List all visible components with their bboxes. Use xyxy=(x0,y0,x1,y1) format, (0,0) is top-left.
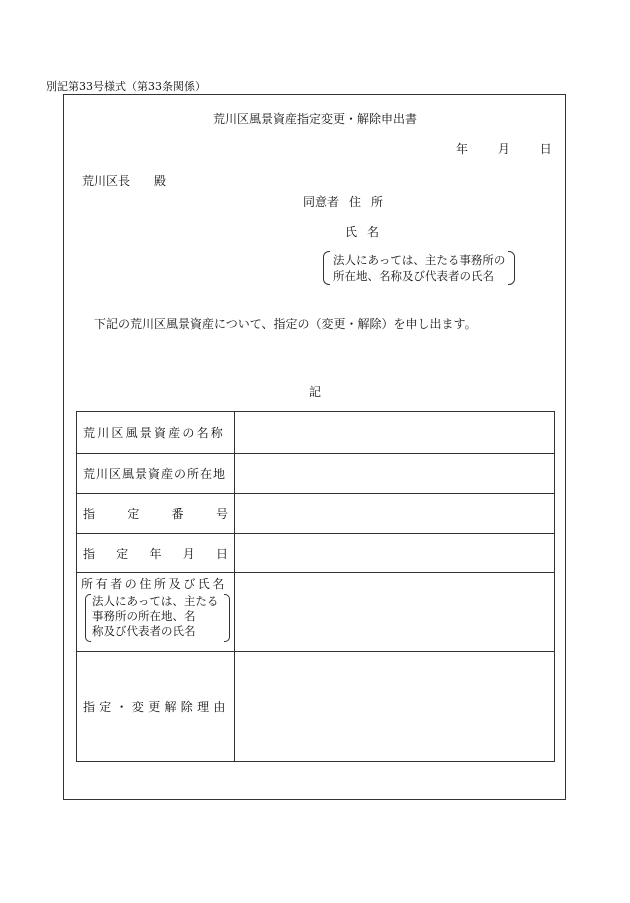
owner-corporation-note: 法人にあっては、主たる 事務所の所在地、名 称及び代表者の氏名 xyxy=(85,594,230,639)
address-label: 住所 xyxy=(349,195,394,209)
right-bracket xyxy=(508,251,515,285)
designation-number-field[interactable] xyxy=(235,494,555,534)
date-day-label: 日 xyxy=(539,142,552,156)
corporation-note xyxy=(323,252,515,284)
consent-label: 同意者 xyxy=(303,195,340,209)
addressee xyxy=(82,172,166,189)
owner-field[interactable] xyxy=(235,573,555,652)
consent-address-line xyxy=(303,193,393,210)
table-row xyxy=(77,573,555,652)
date-month-label: 月 xyxy=(497,142,510,156)
table-row xyxy=(77,652,555,762)
row-label-designation-date: 指 定 年 月 日 xyxy=(77,534,235,573)
corporation-note-line-1: 法人にあっては、主たる事務所の xyxy=(333,253,506,267)
name-label: 氏名 xyxy=(345,225,390,239)
ki-heading: 記 xyxy=(308,385,321,399)
left-bracket xyxy=(323,251,330,285)
left-bracket xyxy=(85,594,91,642)
row-label-reason: 指定・変更解除理由 xyxy=(77,652,235,762)
table-row xyxy=(77,534,555,573)
request-statement: 下記の荒川区風景資産について、指定の（変更・解除）を申し出ます。 xyxy=(94,317,477,331)
right-bracket xyxy=(224,594,230,642)
date-line xyxy=(456,140,552,157)
addressee-honorific: 殿 xyxy=(154,174,167,188)
addressee-name: 荒川区長 xyxy=(82,174,131,188)
details-table xyxy=(76,411,555,762)
row-label-asset-name: 荒川区風景資産の名称 xyxy=(77,412,235,454)
date-year-label: 年 xyxy=(456,142,469,156)
table-row xyxy=(77,494,555,534)
table-row xyxy=(77,412,555,454)
designation-date-field[interactable] xyxy=(235,534,555,573)
asset-name-field[interactable] xyxy=(235,412,555,454)
form-label: 別記第33号様式（第33条関係） xyxy=(46,80,206,93)
corporation-note-line-2: 所在地、名称及び代表者の氏名 xyxy=(333,269,494,283)
row-label-owner: 所有者の住所及び氏名 法人にあっては、主たる 事務所の所在地、名 称及び代表者の氏名 xyxy=(77,573,235,652)
asset-location-field[interactable] xyxy=(235,454,555,494)
document-title: 荒川区風景資産指定変更・解除申出書 xyxy=(212,112,417,126)
table-row xyxy=(77,454,555,494)
reason-field[interactable] xyxy=(235,652,555,762)
row-label-asset-location: 荒川区風景資産の所在地 xyxy=(77,454,235,494)
row-label-designation-number: 指 定 番 号 xyxy=(77,494,235,534)
